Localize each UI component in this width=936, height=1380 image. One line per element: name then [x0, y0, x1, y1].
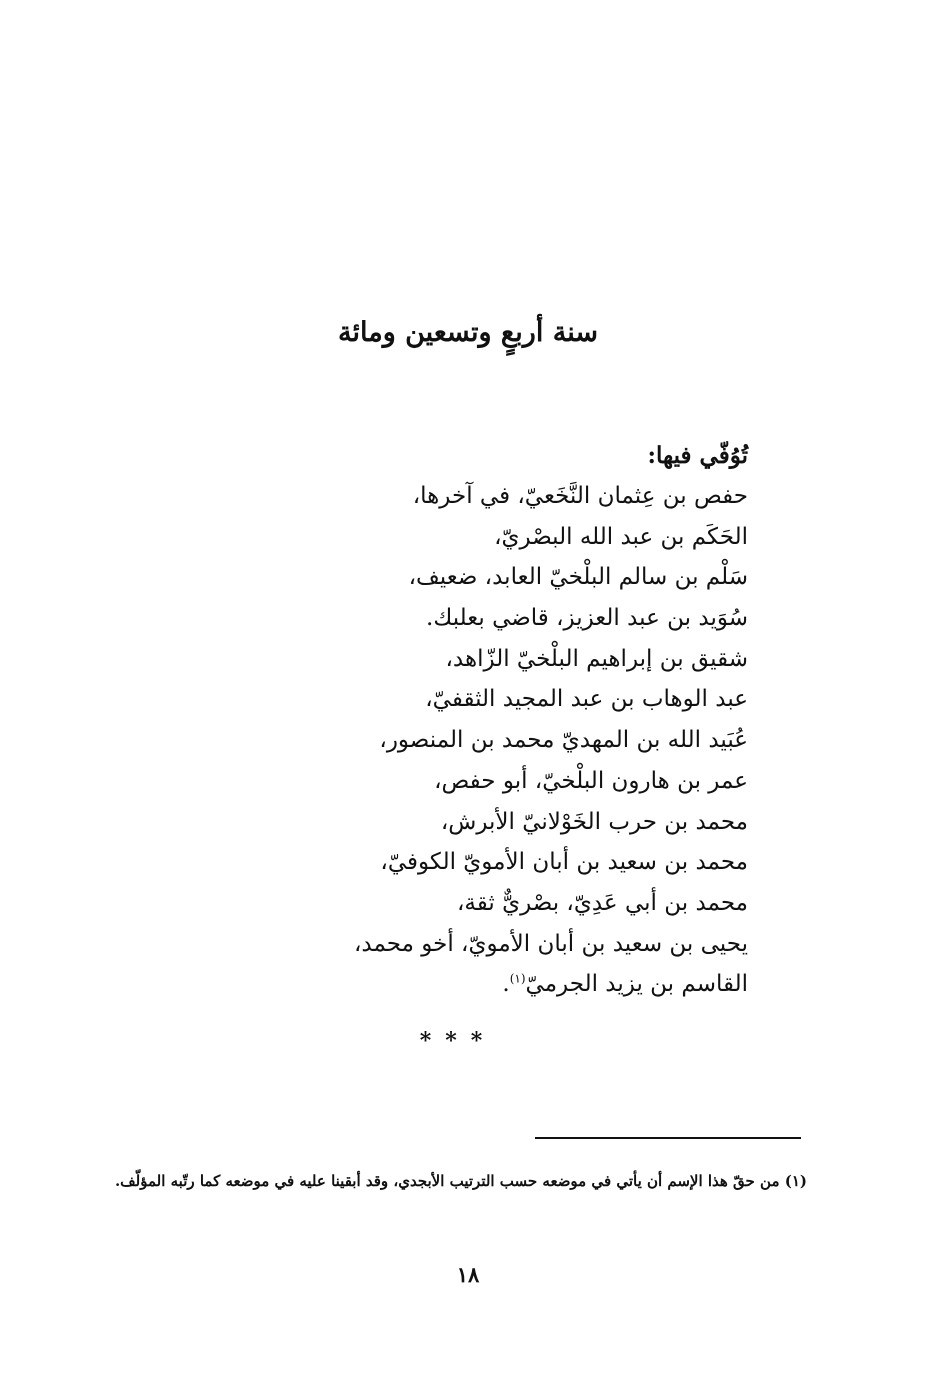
last-entry-text: القاسم بن يزيد الجرميّ [525, 971, 748, 998]
footnote-rule [535, 1137, 801, 1139]
intro-line: تُوُفّي فيها: [647, 442, 748, 469]
footnote: (١) من حقّ هذا الإسم أن يأتي في موضعه حسب الترتيب الأبجدي، وقد أبقينا عليه في موضعه كما رتّبه المؤلّف. [114, 1172, 807, 1190]
last-entry-end: . [502, 971, 510, 998]
list-entry: محمد بن أبي عَدِيّ، بصْريٌّ ثقة، [456, 889, 748, 916]
list-entry: عمر بن هارون البلْخيّ، أبو حفص، [434, 767, 748, 794]
section-separator: *** [419, 1028, 497, 1054]
death-list [308, 436, 748, 1005]
page-number: ١٨ [456, 1262, 480, 1287]
list-entry: عُبَيد الله بن المهديّ محمد بن المنصور، [379, 727, 748, 754]
section-heading: سنة أربعٍ وتسعين ومائة [338, 317, 598, 348]
list-entry: محمد بن حرب الخَوْلانيّ الأبرش، [440, 808, 748, 835]
list-entry: شقيق بن إبراهيم البلْخيّ الزّاهد، [445, 645, 748, 672]
list-entry: محمد بن سعيد بن أبان الأمويّ الكوفيّ، [380, 849, 748, 876]
list-entry: سُوَيد بن عبد العزيز، قاضي بعلبك. [426, 605, 748, 632]
list-entry: يحيى بن سعيد بن أبان الأمويّ، أخو محمد، [353, 930, 748, 957]
list-entry: سَلْم بن سالم البلْخيّ العابد، ضعيف، [408, 564, 748, 591]
list-entry: حفص بن عِثمان النَّخَعيّ، في آخرها، [412, 483, 748, 509]
list-entry-last [308, 964, 748, 1005]
list-entry: عبد الوهاب بن عبد المجيد الثقفيّ، [425, 686, 748, 713]
footnote-reference[interactable]: (١) [509, 971, 526, 986]
list-entry: الحَكَم بن عبد الله البصْريّ، [494, 523, 748, 550]
